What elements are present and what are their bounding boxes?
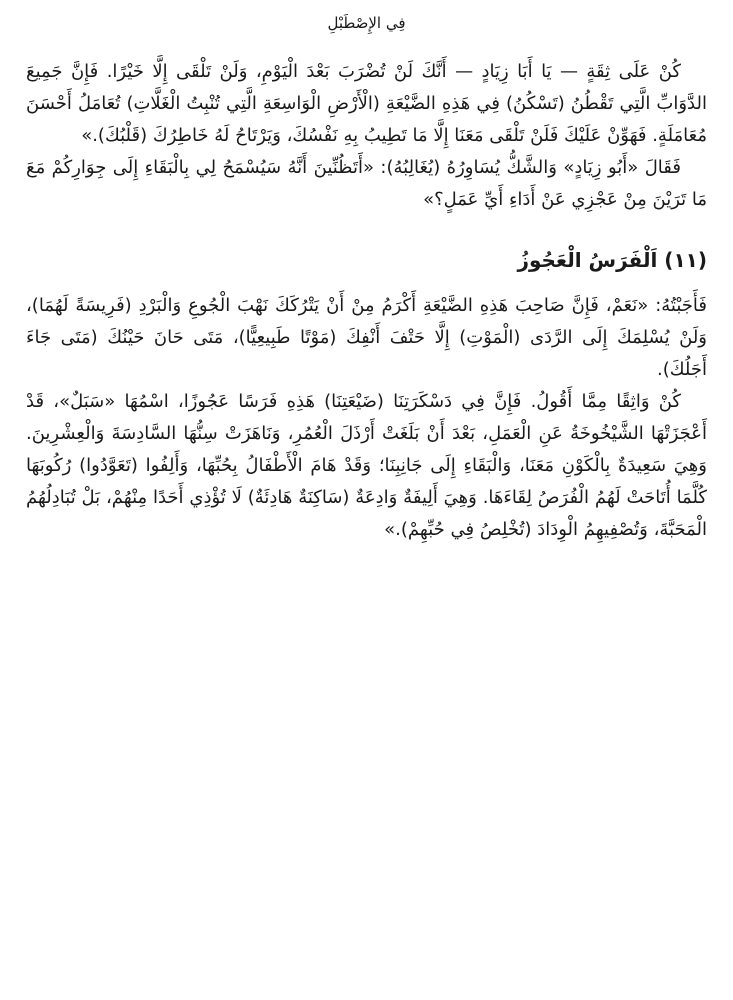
paragraph-1: كُنْ عَلَى ثِقَةٍ — يَا أَبَا زِيَادٍ — أَنَّكَ لَنْ تُضْرَبَ بَعْدَ الْيَوْمِ، وَلَنْ تَلْقَى إِلَّا خَيْرًا. فَإِنَّ جَمِيعَ الدَّوَابِّ الَّتِي تَقْطُنُ (تَسْكُنُ) فِي هَذِهِ الضَّيْعَةِ (الْأَرْضِ الْوَاسِعَةِ الَّتِي تُنْبِتُ الْغَلَّاتِ) تُعَامَلُ أَحْسَنَ مُعَامَلَةٍ. فَهَوِّنْ عَلَيْكَ فَلَنْ تَلْقَى مَعَنَا إِلَّا مَا تَطِيبُ بِهِ نَفْسُكَ، وَيَرْتَاحُ لَهُ خَاطِرُكَ (قَلْبُكَ).» (26, 61, 707, 146)
section-title: (١١) اَلْفَرَسُ الْعَجُوزُ (517, 248, 707, 272)
running-header: فِي الإِصْطَبْلِ (327, 14, 406, 32)
paragraph-3: فَأَجَبْتُهُ: «نَعَمْ، فَإِنَّ صَاحِبَ هَذِهِ الضَّيْعَةِ أَكْرَمُ مِنْ أَنْ يَتْرُكَكَ نَهْبَ الْجُوعِ وَالْبَرْدِ (فَرِيسَةً لَهُمَا)، وَلَنْ يُسْلِمَكَ إِلَى الرَّدَى (الْمَوْتِ) إِلَّا حَتْفَ أَنْفِكَ (مَوْتًا طَبِيعِيًّا)، مَتَى حَانَ حَيْنُكَ (مَتَى جَاءَ أَجَلُكَ). (26, 295, 707, 380)
page-body (26, 56, 707, 546)
book-page (26, 0, 707, 1000)
paragraph-2: فَقَالَ «أَبُو زِيَادٍ» وَالشَّكُّ يُسَاوِرُهُ (يُغَالِبُهُ): «أَتَظُنِّينَ أَنَّهُ سَيُسْمَحُ لِي بِالْبَقَاءِ إِلَى جِوَارِكُمْ مَعَ مَا تَرَيْنَ مِنْ عَجْزِي عَنْ أَدَاءِ أَيِّ عَمَلٍ؟» (26, 157, 707, 210)
paragraph-4: كُنْ وَاثِقًا مِمَّا أَقُولُ. فَإِنَّ فِي دَسْكَرَتِنَا (ضَيْعَتِنَا) هَذِهِ فَرَسًا عَجُوزًا، اسْمُهَا «سَبَلٌ»، قَدْ أَعْجَزَتْهَا الشَّيْخُوخَةُ عَنِ الْعَمَلِ، بَعْدَ أَنْ بَلَغَتْ أَرْذَلَ الْعُمُرِ، وَنَاهَزَتْ سِنُّهَا السَّادِسَةَ وَالْعِشْرِينَ. وَهِيَ سَعِيدَةٌ بِالْكَوْنِ مَعَنَا، وَالْبَقَاءِ إِلَى جَانِبِنَا؛ وَقَدْ هَامَ الْأَطْفَالُ بِحُبِّهَا، وَأَلِفُوا (تَعَوَّدُوا) رُكُوبَهَا كُلَّمَا أُتَاحَتْ لَهُمُ الْفُرَصُ لِقَاءَهَا. وَهِيَ أَلِيفَةٌ وَادِعَةٌ (سَاكِنَةٌ هَادِئَةٌ) لَا تُؤْذِي أَحَدًا مِنْهُمْ، بَلْ تُبَادِلُهُمُ الْمَحَبَّةَ، وَتُصْفِيهِمُ الْوِدَادَ (تُخْلِصُ فِي حُبِّهِمْ).» (26, 391, 707, 540)
